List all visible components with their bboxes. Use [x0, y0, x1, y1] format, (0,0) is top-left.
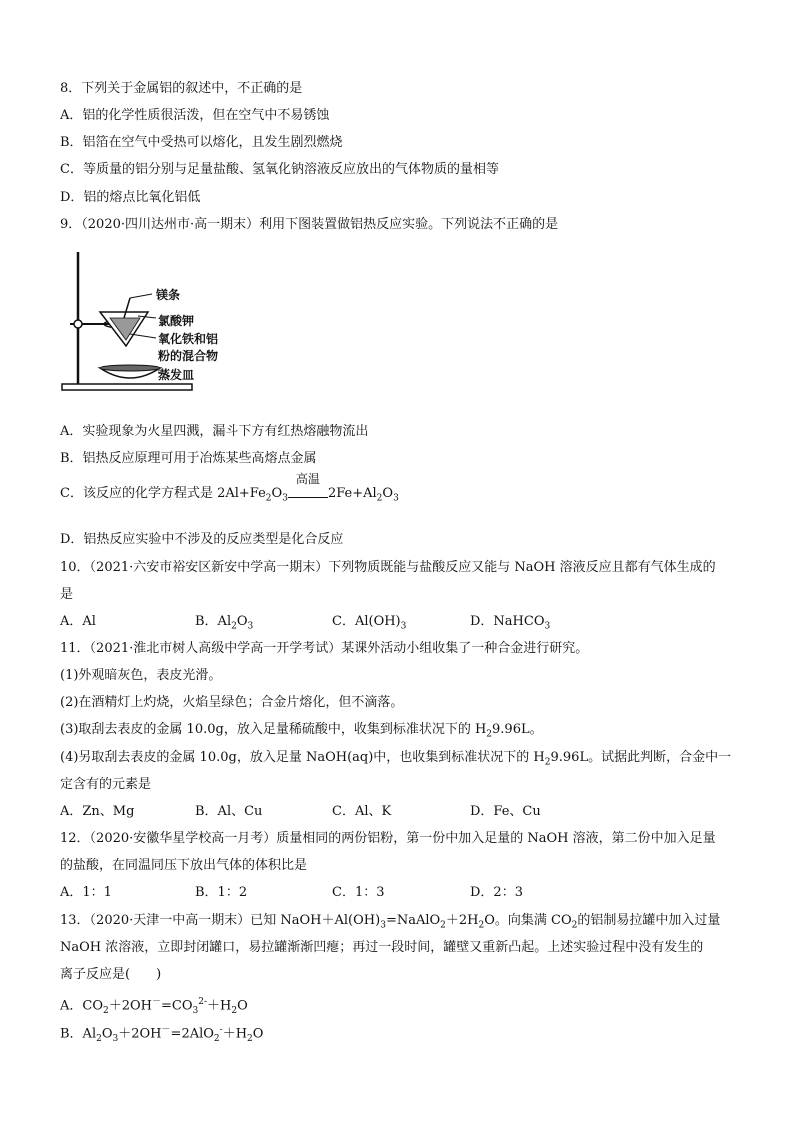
q11-option-b: B．Al、Cu	[195, 804, 263, 819]
q13-option-a: A．$CO_2+2OH^-=CO_3^{2-}+H_2O$	[60, 997, 248, 1016]
q12-option-b: B．1：2	[195, 885, 248, 900]
q11-statement-4: (4)另取刮去表皮的金属 10.0g，放入足量 NaOH(aq)中，也收集到标准状况下的 $H_29.96L$。试据此判断，合金中一	[60, 750, 732, 768]
fig-label-mixture-1: 氧化铁和铝	[158, 332, 219, 346]
q8-option-d: D．铝的熔点比氧化铝低	[60, 190, 201, 205]
q10-options	[60, 612, 760, 632]
fig-label-mixture-2: 粉的混合物	[158, 349, 219, 363]
q12-options	[60, 883, 760, 903]
q11-option-a: A．Zn、Mg	[60, 804, 135, 819]
q10-stem-line2: 是	[60, 587, 74, 602]
fig-label-magnesium: 镁条	[156, 288, 181, 302]
fig-label-kclo3: 氯酸钾	[158, 314, 195, 328]
q12-stem-line1: 12．（2020·安徽华星学校高一月考）质量相同的两份铝粉，第一份中加入足量的 NaOH 溶液，第二份中加入足量	[60, 831, 716, 846]
q8-option-b: B．铝箔在空气中受热可以熔化，且发生剧烈燃烧	[60, 135, 343, 150]
fig-label-dish: 蒸发皿	[158, 368, 195, 382]
q10-option-d: D．NaHCO$_3$	[470, 614, 551, 632]
q13-option-b: B．$Al_2O_3+2OH^-=2AlO_2^-+H_2O$	[60, 1025, 264, 1044]
q13-stem-line3: 离子反应是( )	[60, 967, 162, 982]
q8-option-a: A．铝的化学性质很活泼，但在空气中不易锈蚀	[60, 108, 330, 123]
thermite-apparatus-drawing	[60, 250, 250, 400]
q12-option-c: C．1：3	[332, 885, 385, 900]
q11-option-c: C．Al、K	[332, 804, 392, 819]
q10-stem-line1: 10．（2021·六安市裕安区新安中学高一期末）下列物质既能与盐酸反应又能与 NaOH 溶液反应且都有气体生成的	[60, 560, 716, 575]
q9-option-b: B．铝热反应原理可用于冶炼某些高熔点金属	[60, 451, 317, 466]
q11-statement-2: (2)在酒精灯上灼烧，火焰呈绿色；合金片熔化，但不滴落。	[60, 695, 404, 710]
q11-stem: 11．（2021·淮北市树人高级中学高一开学考试）某课外活动小组收集了一种合金进行研究。	[60, 641, 589, 656]
q10-option-a: A．Al	[60, 614, 96, 629]
q11-statement-4-cont: 定含有的元素是	[60, 777, 152, 792]
q12-option-d: D．2：3	[470, 885, 523, 900]
q8-option-c: C．等质量的铝分别与足量盐酸、氢氧化钠溶液反应放出的气体物质的量相等	[60, 162, 499, 177]
q10-option-c: C．$Al(OH)_3$	[332, 614, 407, 632]
q8-stem: 8．下列关于金属铝的叙述中，不正确的是	[60, 81, 303, 96]
q11-statement-1: (1)外观暗灰色，表皮光滑。	[60, 668, 222, 683]
q11-option-d: D．Fe、Cu	[470, 804, 541, 819]
q13-stem-line1: 13．（2020·天津一中高一期末）已知 $NaOH+Al(OH)_3=NaAlO_2+2H_2O$。向集满 $CO_2$的铝制易拉罐中加入过量	[60, 913, 721, 931]
q9-option-a: A．实验现象为火星四溅，漏斗下方有红热熔融物流出	[60, 424, 369, 439]
q12-option-a: A．1：1	[60, 885, 112, 900]
q9-stem: 9．（2020·四川达州市·高一期末）利用下图装置做铝热反应实验。下列说法不正确的是	[60, 217, 559, 232]
thermite-apparatus-figure	[60, 250, 250, 400]
q12-stem-line2: 的盐酸，在同温同压下放出气体的体积比是	[60, 858, 308, 873]
q11-statement-3: (3)取刮去表皮的金属 10.0g，放入足量稀硫酸中，收集到标准状况下的 $H_29.96L$。	[60, 722, 543, 740]
q11-options	[60, 802, 760, 822]
q10-option-b: B．$Al_2O_3$	[195, 614, 254, 632]
q13-stem-line2: NaOH 浓溶液，立即封闭罐口，易拉罐渐渐凹瘪；再过一段时间，罐壁又重新凸起。上述实验过程中没有发生的	[60, 940, 704, 955]
reaction-arrow: 高温	[288, 484, 328, 504]
q9-option-d: D．铝热反应实验中不涉及的反应类型是化合反应	[60, 532, 344, 547]
q9-option-c: C．该反应的化学方程式是 $2Al+Fe_2O_3$ 高温 $2Fe+Al_2O_3$	[60, 471, 399, 504]
